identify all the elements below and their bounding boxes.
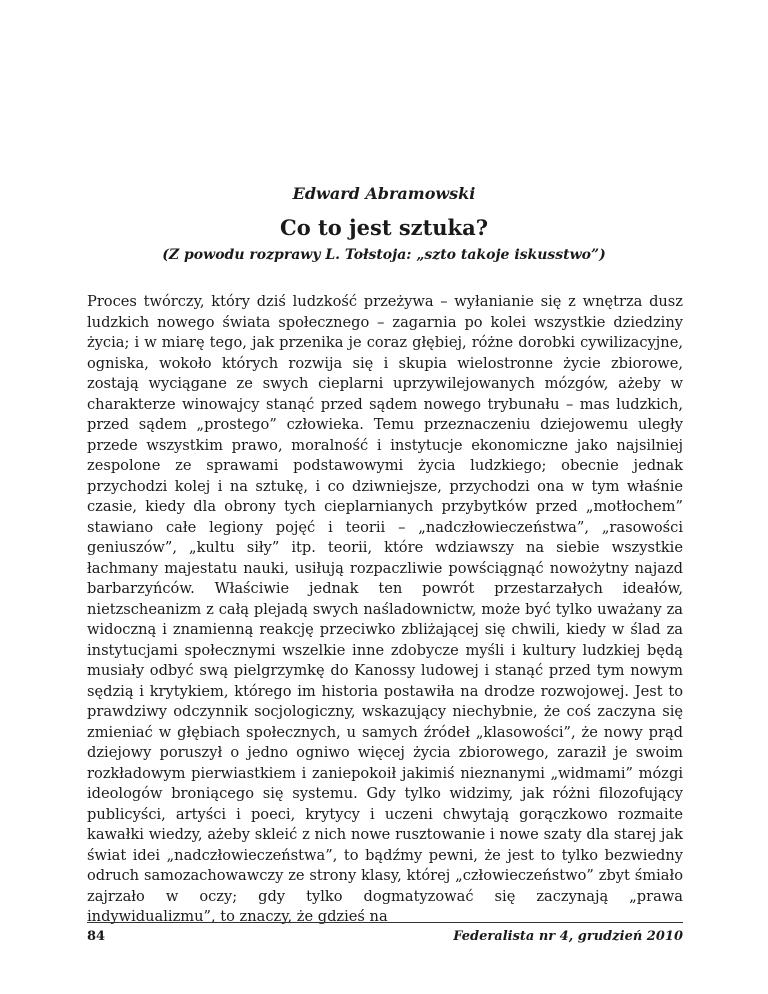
article-body	[87, 292, 683, 928]
journal-footer: Federalista nr 4, grudzień 2010	[453, 929, 683, 944]
article-title: Co to jest sztuka?	[279, 215, 489, 240]
article-author: Edward Abramowski	[292, 184, 476, 203]
footer-divider	[87, 922, 683, 923]
body-paragraph: Proces twórczy, który dziś ludzkość przeżywa – wyłanianie się z wnętrza dusz ludzkich nowego świata społecznego – zagarnia po kolei wszystkie dziedziny życia; i w miarę tego, jak przenika je coraz głębiej, różne dorobki cywilizacyjne, ogniska, wokoło których rozwija się i skupia wielostronne życie zbiorowe, zostają wyciągane ze swych cieplarni uprzywilejowanych mózgów, ażeby w charakterze winowajcy stanąć przed sądem nowego trybunału – mas ludzkich, przed sądem „prostego” człowieka. Temu przeznaczeniu dziejowemu uległy przede wszystkim prawo, moralność i instytucje ekonomiczne jako najsilniej zespolone ze sprawami podstawowymi życia ludzkiego; obecnie jednak przychodzi kolej i na sztukę, i co dziwniejsze, przychodzi ona w tym właśnie czasie, kiedy dla obrony tych cieplarnianych przybytków przed „motłochem” stawiano całe legiony pojęć i teorii – „nadczłowieczeństwa”, „rasowości geniuszów”, „kultu siły” itp. teorii, które wdziawszy na siebie wszystkie łachmany majestatu nauki, usiłują rozpaczliwie powściągnąć nowożytny najazd barbarzyńców. Właściwie jednak ten powrót przestarzałych ideałów, nietzscheanizm z całą plejadą swych naśladownictw, może być tylko uważany za widoczną i znamienną reakcję przeciwko zbliżającej się chwili, kiedy w ślad za instytucjami społecznymi wszelkie inne zdobycze myśli i kultury ludzkiej będą musiały odbyć swą pielgrzymkę do Kanossy ludowej i stanąć przed tym nowym sędzią i krytykiem, którego im historia postawiła na drodze rozwojowej. Jest to prawdziwy odczynnik socjologiczny, wskazujący niechybnie, że coś zaczyna się zmieniać w głębiach społecznych, u samych źródeł „klasowości”, że nowy prąd dziejowy poruszył o jedno ogniwo więcej życia zbiorowego, zaraził je swoim rozkładowym pierwiastkiem i zaniepokoił jakimiś nieznanymi „widmami” mózgi ideologów broniącego się systemu. Gdy tylko widzimy, jak różni filozofujący publicyści, artyści i poeci, krytycy i uczeni chwytają gorączkowo rozmaite kawałki wiedzy, ażeby skleić z nich nowe rusztowanie i nowe szaty dla starej jak świat idei „nadczłowieczeństwa”, to bądźmy pewni, że jest to tylko bezwiedny odruch samozachowawczy ze strony klasy, której „człowieczeństwo” zbyt śmiało zajrzało w oczy; gdy tylko dogmatyzować się zaczynają „prawa indywidualizmu”, to znaczy, że gdzieś na	[87, 293, 683, 925]
page-number: 84	[87, 929, 106, 944]
article-subtitle: (Z powodu rozprawy L. Tołstoja: „szto takoje iskusstwo”)	[162, 247, 606, 263]
